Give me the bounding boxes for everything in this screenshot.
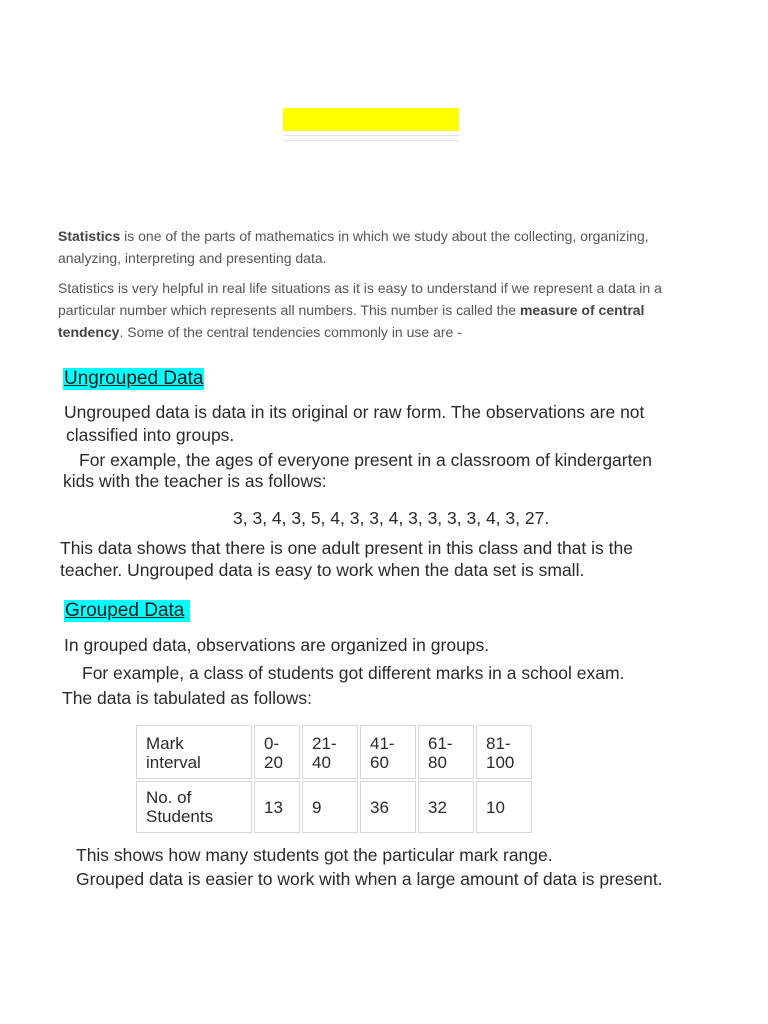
table-cell	[360, 725, 416, 779]
central-tendency-term: measure of central tendency	[58, 302, 645, 340]
ungrouped-text-line: Ungrouped data is data in its original or raw form. The observations are not	[64, 402, 645, 422]
ungrouped-text-line: This data shows that there is one adult present in this class and that is the	[60, 538, 633, 558]
interval-value: 41-	[370, 734, 395, 753]
ungrouped-text-line: classified into groups.	[66, 425, 235, 445]
table-cell	[302, 725, 358, 779]
marks-table	[134, 723, 534, 835]
intro-text: Statistics is very helpful in real life situations as it is easy to understand if we represent a data in a particular number which represents all numbers. This number is called the	[58, 280, 662, 318]
table-cell	[418, 725, 474, 779]
grouped-text-line: The data is tabulated as follows:	[62, 688, 313, 708]
interval-value: 40	[312, 753, 331, 772]
divider	[283, 135, 459, 136]
mark-interval-label: interval	[146, 753, 201, 772]
interval-value: 80	[428, 753, 447, 772]
mark-interval-label: Mark	[146, 734, 184, 753]
ages-sequence: 3, 3, 4, 3, 5, 4, 3, 3, 4, 3, 3, 3, 3, 4, 3, 27.	[233, 508, 550, 528]
ungrouped-text-line: For example, the ages of everyone present in a classroom of kindergarten	[79, 450, 652, 470]
interval-value: 21-	[312, 734, 337, 753]
table-cell	[254, 725, 300, 779]
table-cell	[136, 725, 252, 779]
count-cell: 13	[254, 781, 300, 833]
statistics-term: Statistics	[58, 228, 121, 244]
interval-value: 100	[486, 753, 515, 772]
ungrouped-heading: Ungrouped Data	[64, 368, 204, 389]
table-cell	[476, 725, 532, 779]
count-cell: 10	[476, 781, 532, 833]
grouped-heading: Grouped Data	[64, 600, 190, 622]
ungrouped-text-line: teacher. Ungrouped data is easy to work when the data set is small.	[60, 560, 585, 580]
interval-value: 20	[264, 753, 283, 772]
students-label: Students	[146, 807, 214, 826]
title-highlight	[283, 108, 459, 131]
grouped-text-line: In grouped data, observations are organized in groups.	[64, 635, 490, 655]
count-cell: 36	[360, 781, 416, 833]
intro-paragraph-1	[58, 225, 708, 269]
interval-value: 0-	[264, 734, 280, 753]
count-cell: 32	[418, 781, 474, 833]
ungrouped-text-line: kids with the teacher is as follows:	[63, 471, 327, 491]
intro-text: is one of the parts of mathematics in which we study about the collecting, organizing, analyzing, interpreting and presenting data.	[58, 228, 649, 266]
table-row	[136, 725, 532, 779]
grouped-text-line: For example, a class of students got different marks in a school exam.	[82, 663, 625, 683]
interval-value: 81-	[486, 734, 511, 753]
table-cell	[136, 781, 252, 833]
table-row	[136, 781, 532, 833]
count-cell: 9	[302, 781, 358, 833]
divider	[283, 140, 459, 141]
grouped-text-line: Grouped data is easier to work with when a large amount of data is present.	[76, 869, 663, 889]
intro-paragraph-2	[58, 277, 708, 343]
grouped-text-line: This shows how many students got the particular mark range.	[76, 845, 553, 865]
interval-value: 61-	[428, 734, 453, 753]
intro-text: . Some of the central tendencies commonly in use are -	[119, 324, 462, 340]
interval-value: 60	[370, 753, 389, 772]
students-label: No. of	[146, 788, 192, 807]
